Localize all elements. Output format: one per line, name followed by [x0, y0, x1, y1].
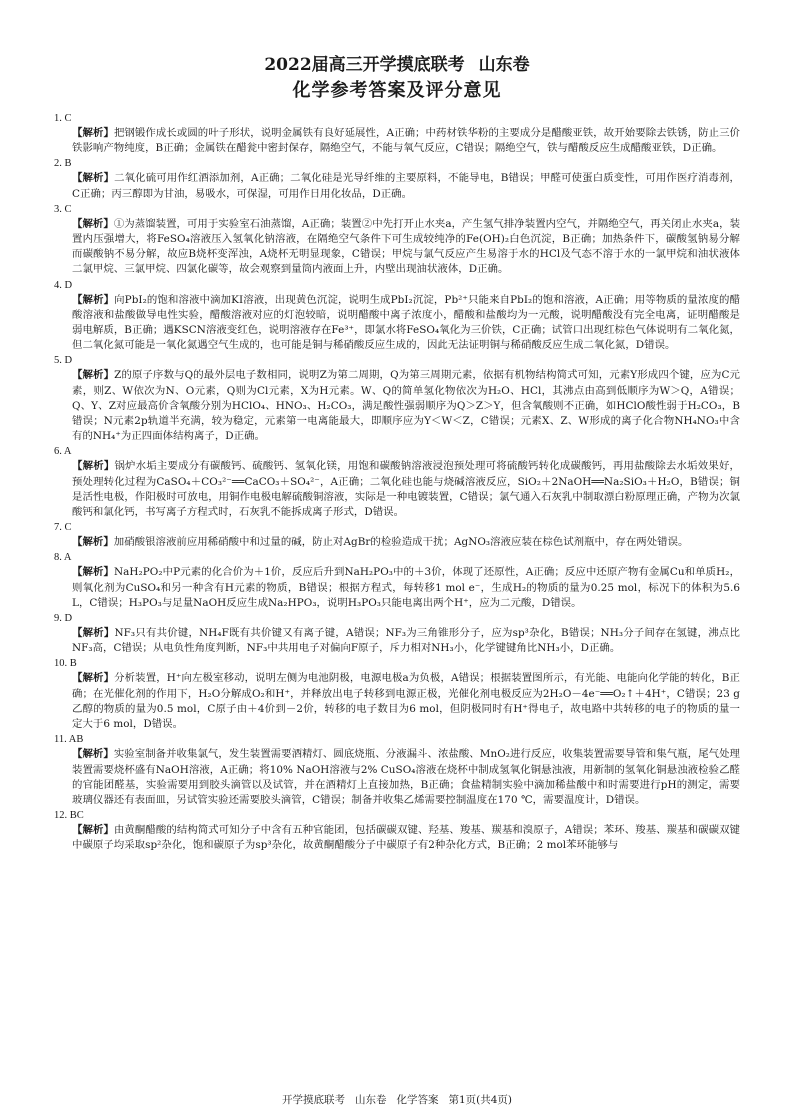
- analysis-tag: 【解析】: [72, 369, 115, 382]
- answer-item: [54, 112, 740, 156]
- answer-item: [54, 733, 740, 808]
- analysis-text: [72, 747, 740, 808]
- question-number: 3. C: [54, 203, 72, 215]
- analysis-tag: 【解析】: [72, 627, 115, 640]
- analysis-tag: 【解析】: [72, 536, 114, 549]
- analysis-body: 锅炉水垢主要成分有碳酸钙、硫酸钙、氢氧化镁，用饱和碳酸钠溶液浸泡预处理可将硫酸钙转化成碳酸钙，再用盐酸除去水垢效果好，预处理转化过程为CaSO₄＋CO₃²⁻══CaCO₃＋SO₄²⁻，A正确；二氧化硅也能与烧碱溶液反应，SiO₂＋2NaOH══Na₂SiO₃＋H₂O，B错误；铜是活性电极，作阳极时可放电，用铜作电极电解硫酸铜溶液，实际是一种电镀装置，C错误；氯气通入石灰乳中制取漂白粉原理正确，产物为次氯酸钙和氯化钙，书写离子方程式时，石灰乳不能拆成离子形式，D错误。: [72, 460, 741, 519]
- footer-subject: 化学答案: [396, 1094, 439, 1106]
- analysis-body: NaH₂PO₂中P元素的化合价为＋1价，反应后升到NaH₂PO₃中的＋3价，体现了还原性，A正确；反应中还原产物有金属Cu和单质H₂，则氧化剂为CuSO₄和另一种含有H元素的物质，B错误；根据方程式，每转移1 mol e⁻，生成H₂的物质的量为0.25 mol，标况下的体积为5.6 L，C错误；H₃PO₃与足量NaOH反应生成Na₂HPO₃，说明H₃PO₃只能电离出两个H⁺，应为二元酸，D错误。: [72, 566, 741, 609]
- exam-title-main: 2022届高三开学摸底联考: [264, 55, 465, 75]
- analysis-tag: 【解析】: [72, 566, 115, 579]
- analysis-body: Z的原子序数与Q的最外层电子数相同，说明Z为第二周期，Q为第三周期元素，依据有机物结构简式可知，元素Y形成四个键，应为C元素，则Z、W依次为N、O元素，Q则为Cl元素，X为H元素。W、Q的简单氢化物依次为H₂O、HCl，其沸点由高到低顺序为W＞Q，A错误；Q、Y、Z对应最高价含氧酸分别为HClO₄、HNO₃、H₂CO₃，满足酸性强弱顺序为Q＞Z＞Y，但含氧酸则不正确，如HClO酸性弱于H₂CO₃，B错误；N元素2p轨道半充满，较为稳定，元素第一电离能最大，即顺序应为Y＜W＜Z，C错误；元素X、Z、W形成的离子化合物NH₄NO₃中含有的NH₄⁺为正四面体结构离子，D正确。: [72, 369, 740, 443]
- footer-region: 山东卷: [354, 1094, 387, 1106]
- analysis-tag: 【解析】: [72, 127, 114, 139]
- analysis-text: [72, 823, 740, 853]
- footer-exam-name: 开学摸底联考: [281, 1094, 345, 1106]
- answer-item: [54, 521, 740, 550]
- question-number: 9. D: [54, 613, 73, 625]
- analysis-body: 二氧化硫可用作红酒添加剂，A正确；二氧化硅是光导纤维的主要原料，不能导电，B错误；甲醛可使蛋白质变性，可用作医疗消毒剂，C正确；丙三醇即为甘油，易吸水，可保湿，可用作日用化妆品，D正确。: [72, 172, 740, 200]
- analysis-tag: 【解析】: [72, 293, 115, 306]
- analysis-text: [72, 217, 740, 278]
- analysis-tag: 【解析】: [72, 217, 114, 230]
- question-number: 10. B: [54, 658, 77, 670]
- analysis-text: [72, 126, 740, 156]
- analysis-text: [72, 565, 740, 611]
- analysis-text: [72, 293, 740, 354]
- question-number: 8. A: [54, 552, 72, 564]
- answer-item: [54, 657, 740, 732]
- answer-item: [54, 551, 741, 611]
- question-number: 1. C: [54, 113, 72, 124]
- footer-page-number: 第1页(共4页): [448, 1094, 513, 1106]
- analysis-body: ①为蒸馏装置，可用于实验室石油蒸馏，A正确；装置②中先打开止水夹a，产生氢气排净装置内空气，并隔绝空气，再关闭止水夹a，装置内压强增大，将FeSO₄溶液压入氢氧化钠溶液，在隔绝空气条件下可生成较纯净的Fe(OH)₂白色沉淀，B正确；加热条件下，碳酸氢钠易分解而碳酸钠不易分解，故应B烧杯变浑浊，A烧杯无明显现象，C错误；甲烷与氯气反应产生易溶于水的HCl及气态不溶于水的一氯甲烷和油状液体二氯甲烷、三氯甲烷、四氯化碳等，故会观察到量筒内液面上升，内壁出现油状液体，D正确。: [72, 217, 741, 276]
- analysis-body: 由黄酮醋酸的结构简式可知分子中含有五种官能团，包括碳碳双键、羟基、羧基、羰基和溴原子，A错误；苯环、羧基、羰基和碳碳双键中碳原子均采取sp²杂化，饱和碳原子为sp³杂化，故黄酮醋酸分子中碳原子有2种杂化方式，B正确；2 mol苯环能够与: [72, 824, 740, 852]
- question-number: 2. B: [54, 158, 72, 170]
- analysis-body: 加硝酸银溶液前应用稀硝酸中和过量的碱，防止对AgBr的检验造成干扰；AgNO₃溶液应装在棕色试剂瓶中，存在两处错误。: [113, 536, 689, 549]
- analysis-body: 分析装置，H⁺向左极室移动，说明左侧为电池阴极，电源电极a为负极，A错误；根据装置图所示，有光能、电能向化学能的转化，B正确；在光催化剂的作用下，H₂O分解成O₂和H⁺，并释放出电子转移到电源正极，光催化剂电极反应为2H₂O－4e⁻══O₂↑＋4H⁺，C错误；23 g乙醇的物质的量为0.5 mol，C原子由＋4价到－2价，转移的电子数目为6 mol，但阴极同时有H⁺得电子，故电路中共转移的电子的物质的量一定大于6 mol，D错误。: [72, 672, 740, 731]
- question-number: 5. D: [54, 355, 73, 367]
- analysis-text: [72, 671, 740, 732]
- question-number: 12. BC: [54, 810, 84, 822]
- analysis-tag: 【解析】: [72, 748, 114, 761]
- analysis-tag: 【解析】: [72, 460, 115, 473]
- analysis-text: [72, 535, 740, 550]
- answer-item: [54, 279, 741, 354]
- analysis-text: [72, 171, 740, 201]
- page-footer: [0, 1092, 794, 1107]
- question-number: 6. A: [54, 446, 72, 458]
- analysis-text: [72, 368, 740, 444]
- answer-item: [54, 809, 740, 853]
- analysis-body: NF₃只有共价键，NH₄F既有共价键又有离子键，A错误；NF₃为三角锥形分子，应为sp³杂化，B错误；NH₃分子间存在氢键，沸点比NF₃高，C错误；从电负性角度判断，NF₃中共用电子对偏向F原子，斥力相对NH₃小，化学键键角比NH₃小，D正确。: [72, 627, 740, 655]
- analysis-body: 实验室制备并收集氯气，发生装置需要酒精灯、圆底烧瓶、分液漏斗、浓盐酸、MnO₂进行反应，收集装置需要导管和集气瓶，尾气处理装置需要烧杯盛有NaOH溶液，A正确；将10% NaOH溶液与2% CuSO₄溶液在烧杯中制成氢氧化铜悬浊液，用新制的氢氧化铜悬浊液检验乙醛的官能团醛基，实验需要用到胶头滴管以及试管，并在酒精灯上直接加热，B正确；食盐精制实验中滴加稀盐酸中和时需要进行pH的测定，需要玻璃仪器还有表面皿，另试管实验还需要胶头滴管，C错误；制备并收集乙烯需要控制温度在170 ℃，需要温度计，D错误。: [72, 748, 740, 806]
- answer-item: [54, 354, 740, 444]
- exam-title-region: 山东卷: [478, 55, 530, 75]
- question-number: 11. AB: [54, 734, 84, 746]
- analysis-tag: 【解析】: [72, 824, 114, 837]
- analysis-tag: 【解析】: [72, 672, 115, 685]
- analysis-body: 把钢锻作成长或圆的叶子形状，说明金属铁有良好延展性，A正确；中药材铁华粉的主要成分是醋酸亚铁，故开始要除去铁锈，防止三价铁影响产物纯度，B正确；金属铁在醋瓮中密封保存，隔绝空气，不能与氧气反应，C错误；隔绝空气，铁与醋酸反应生成醋酸亚铁，D正确。: [72, 127, 740, 155]
- exam-title: [54, 54, 740, 76]
- question-number: 7. C: [54, 522, 72, 534]
- answer-list: [54, 112, 740, 854]
- document-subtitle: 化学参考答案及评分意见: [292, 80, 502, 101]
- analysis-text: [72, 626, 740, 656]
- answer-item: [54, 612, 740, 656]
- analysis-text: [72, 459, 740, 520]
- answer-item: [54, 203, 741, 278]
- answer-item: [54, 157, 740, 201]
- analysis-tag: 【解析】: [72, 172, 115, 185]
- analysis-body: 向PbI₂的饱和溶液中滴加KI溶液，出现黄色沉淀，说明生成PbI₂沉淀，Pb²⁺只能来自PbI₂的饱和溶液，A正确；用等物质的量浓度的醋酸溶液和盐酸做导电性实验，醋酸溶液对应的灯泡较暗，说明醋酸中离子浓度小，醋酸和盐酸均为一元酸，说明醋酸没有完全电离，证明醋酸是弱电解质，B正确；遇KSCN溶液变红色，说明溶液存在Fe³⁺，即氯水将FeSO₄氧化为三价铁，C正确；试管口出现红棕色气体说明有二氧化氮，但二氧化氮可能是一氧化氮遇空气生成的，也可能是铜与稀硝酸反应生成的，因此无法证明铜与稀硝酸反应生成二氧化氮，D错误。: [72, 293, 741, 352]
- question-number: 4. D: [54, 279, 73, 291]
- answer-item: [54, 445, 741, 520]
